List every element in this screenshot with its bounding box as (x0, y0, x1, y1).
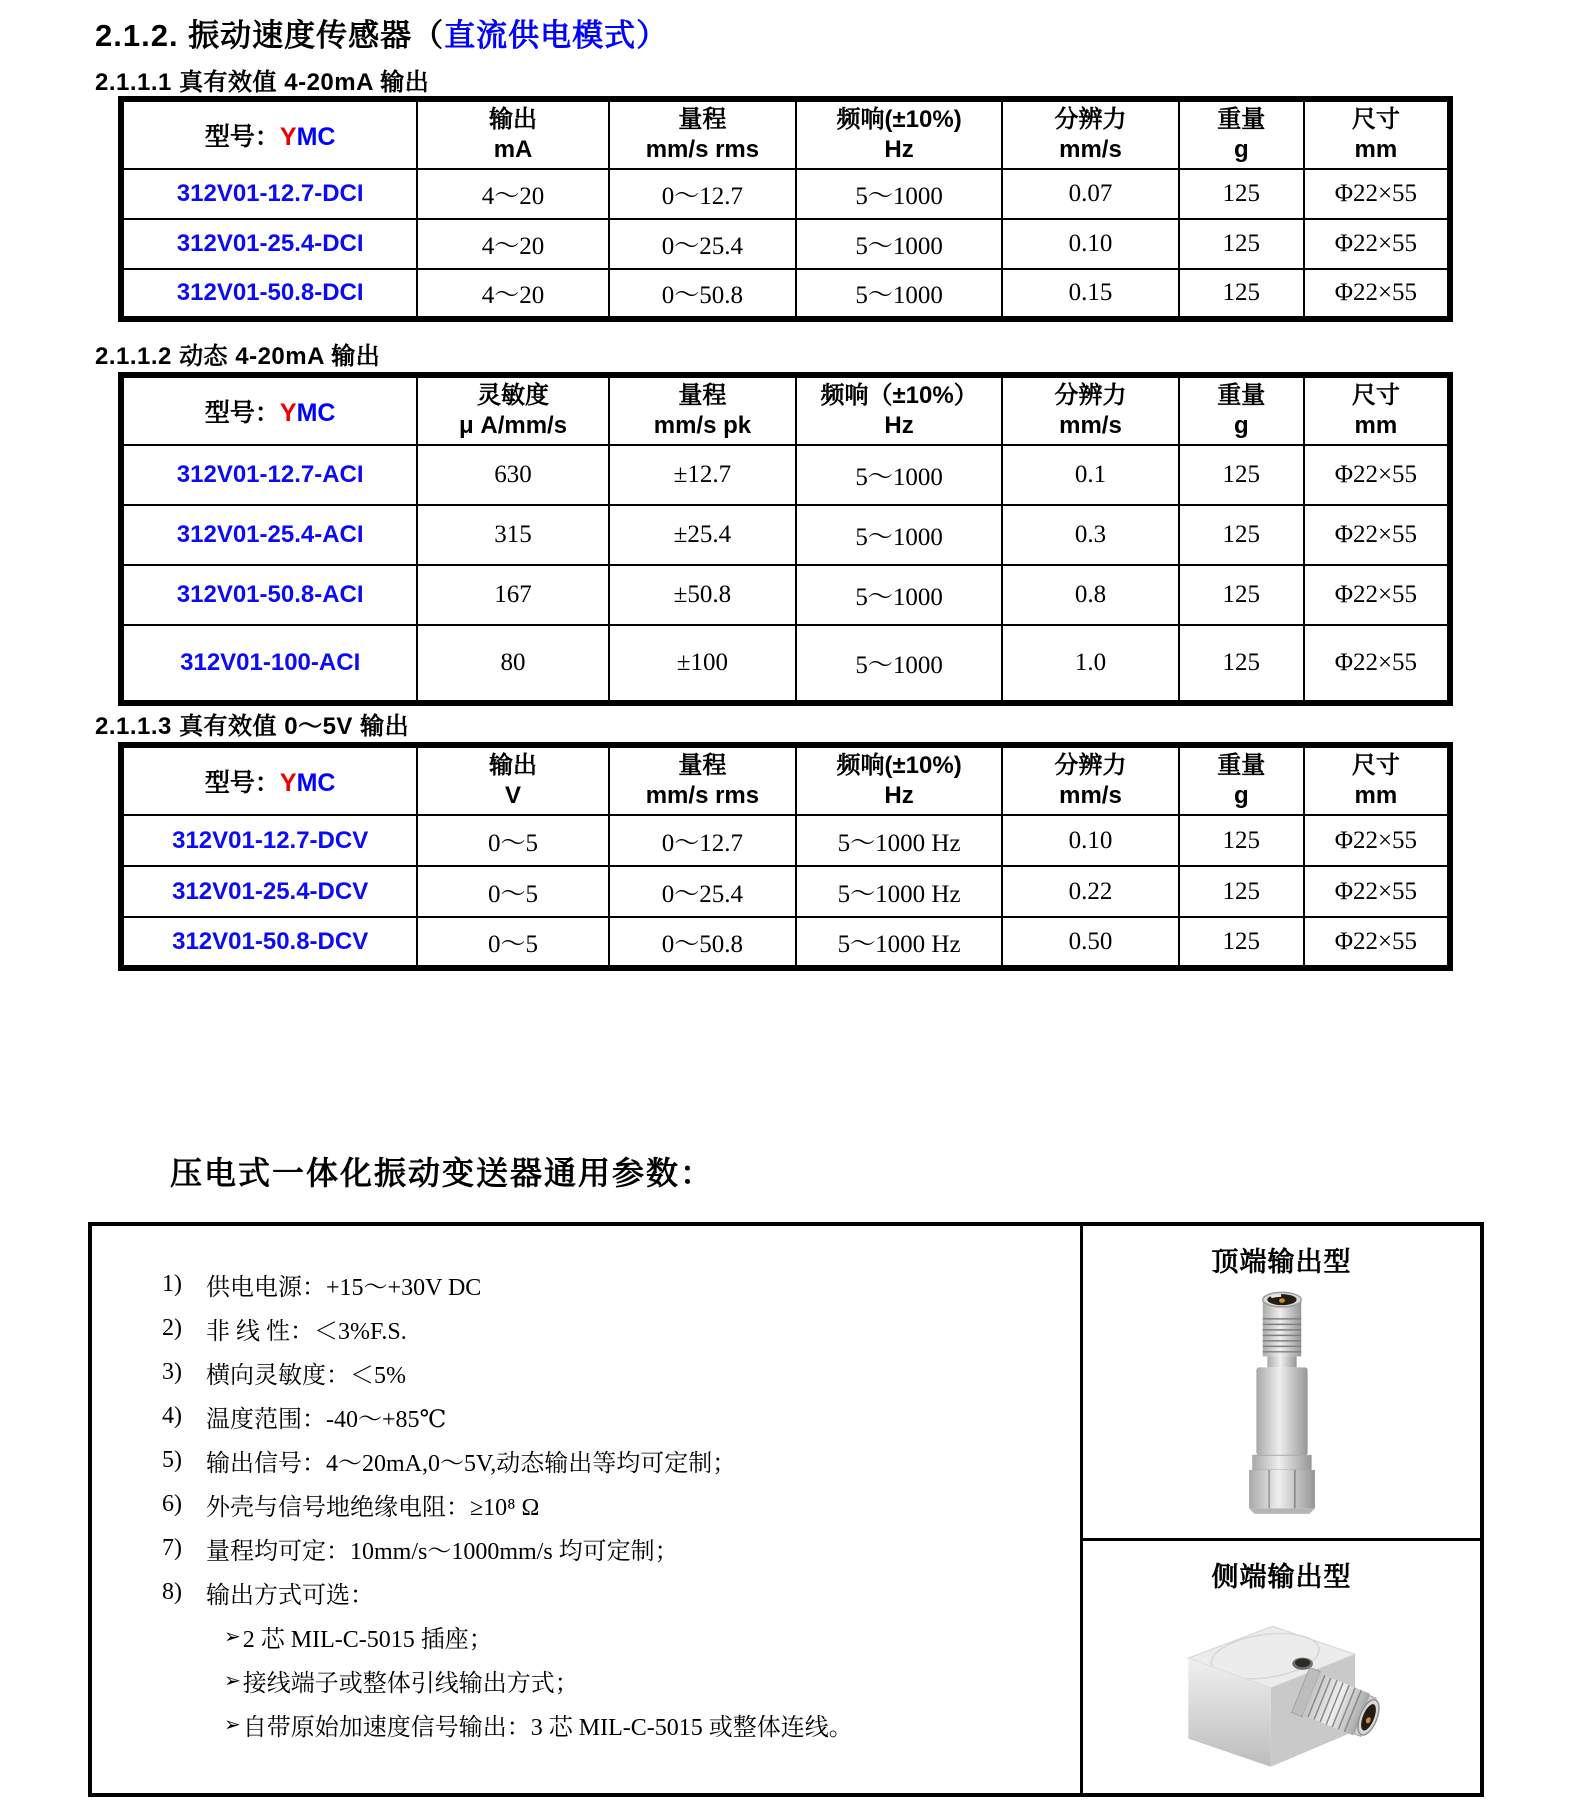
table-row: 312V01-50.8-DCV 0～5 0～50.8 5～1000 Hz 0.50 125 Φ22×55 (121, 917, 1450, 968)
section-title-2: 2.1.1.2 动态 4-20mA 输出 (95, 343, 381, 370)
brand-mc: MC (296, 123, 336, 151)
header-cell: 输出 V (417, 745, 608, 815)
brand-y: Y (279, 769, 297, 797)
table-row: 312V01-50.8-ACI 167 ±50.8 5～1000 0.8 125 Φ22×55 (121, 565, 1450, 625)
header-cell: 量程 mm/s pk (609, 375, 796, 445)
table-header-row (121, 99, 1450, 169)
side-output-cell (1083, 1541, 1480, 1778)
arrow-bullet-icon: ➢ (224, 1713, 241, 1736)
table-header-row (121, 745, 1450, 815)
model-label: 型号： (204, 123, 280, 151)
page-title-black: 2.1.2. 振动速度传感器（ (95, 18, 445, 53)
list-item: 6) 外壳与信号地绝缘电阻：≥10⁸ Ω (162, 1490, 540, 1521)
arrow-bullet-icon: ➢ (224, 1669, 241, 1692)
table-row: 312V01-25.4-ACI 315 ±25.4 5～1000 0.3 125 Φ22×55 (121, 505, 1450, 565)
header-cell: 重量 g (1179, 745, 1304, 815)
model-header-cell (121, 745, 417, 815)
list-item: 8) 输出方式可选： (162, 1578, 374, 1609)
header-cell: 频响(±10%) Hz (796, 745, 1002, 815)
table-header-row (121, 375, 1450, 445)
side-output-sensor-image (1157, 1600, 1407, 1778)
page-title-blue: 直流供电模式） (444, 18, 669, 53)
common-params-title: 压电式一体化振动变送器通用参数： (170, 1155, 715, 1191)
header-cell: 重量 g (1179, 99, 1304, 169)
top-output-cell (1083, 1226, 1480, 1541)
model-header-cell (121, 99, 417, 169)
list-sub-item: ➢ 2 芯 MIL-C-5015 插座； (224, 1625, 493, 1653)
table-row: 312V01-50.8-DCI 4～20 0～50.8 5～1000 0.15 125 Φ22×55 (121, 269, 1450, 319)
header-cell: 分辨力 mm/s (1002, 375, 1179, 445)
side-output-label: 侧端输出型 (1211, 1562, 1352, 1592)
header-cell: 频响（±10%） Hz (796, 375, 1002, 445)
model-header-cell (121, 375, 417, 445)
header-cell: 量程 mm/s rms (609, 745, 796, 815)
top-output-sensor-image (1227, 1285, 1337, 1523)
brand-y: Y (279, 399, 297, 427)
spec-table-aci (118, 372, 1453, 706)
brand-mc: MC (296, 399, 336, 427)
list-item: 4) 温度范围：-40～+85℃ (162, 1402, 447, 1433)
table-row: 312V01-12.7-DCI 4～20 0～12.7 5～1000 0.07 125 Φ22×55 (121, 169, 1450, 219)
table-row: 312V01-100-ACI 80 ±100 5～1000 1.0 125 Φ22×55 (121, 625, 1450, 703)
table-row: 312V01-25.4-DCV 0～5 0～25.4 5～1000 Hz 0.22 125 Φ22×55 (121, 866, 1450, 917)
list-item: 3) 横向灵敏度：＜5% (162, 1358, 406, 1389)
header-cell: 输出 mA (417, 99, 608, 169)
list-sub-item: ➢ 自带原始加速度信号输出：3 芯 MIL-C-5015 或整体连线。 (224, 1713, 853, 1741)
brand-y: Y (279, 123, 297, 151)
header-cell: 重量 g (1179, 375, 1304, 445)
header-cell: 频响(±10%) Hz (796, 99, 1002, 169)
header-cell: 尺寸 mm (1304, 745, 1450, 815)
header-cell: 量程 mm/s rms (609, 99, 796, 169)
table-row: 312V01-12.7-ACI 630 ±12.7 5～1000 0.1 125 Φ22×55 (121, 445, 1450, 505)
header-cell: 灵敏度 μ A/mm/s (417, 375, 608, 445)
section-title-1: 2.1.1.1 真有效值 4-20mA 输出 (95, 69, 430, 96)
model-label: 型号： (204, 769, 280, 797)
spec-table-dci (118, 96, 1453, 322)
header-cell: 尺寸 mm (1304, 375, 1450, 445)
model-label: 型号： (204, 399, 280, 427)
table-row: 312V01-25.4-DCI 4～20 0～25.4 5～1000 0.10 125 Φ22×55 (121, 219, 1450, 269)
params-list (92, 1226, 1080, 1793)
spec-table-dcv (118, 742, 1453, 971)
header-cell: 尺寸 mm (1304, 99, 1450, 169)
list-sub-item: ➢ 接线端子或整体引线输出方式； (224, 1669, 579, 1697)
header-cell: 分辨力 mm/s (1002, 99, 1179, 169)
section-title-3: 2.1.1.3 真有效值 0～5V 输出 (95, 713, 410, 740)
list-item: 2) 非 线 性：＜3%F.S. (162, 1314, 407, 1345)
list-item: 1) 供电电源：+15～+30V DC (162, 1270, 482, 1301)
brand-mc: MC (296, 769, 336, 797)
list-item: 7) 量程均可定：10mm/s～1000mm/s 均可定制； (162, 1534, 679, 1565)
top-output-label: 顶端输出型 (1211, 1247, 1352, 1277)
product-images-panel (1080, 1226, 1480, 1793)
table-row: 312V01-12.7-DCV 0～5 0～12.7 5～1000 Hz 0.10 125 Φ22×55 (121, 815, 1450, 866)
list-item: 5) 输出信号：4～20mA,0～5V,动态输出等均可定制； (162, 1446, 737, 1477)
common-params-box (88, 1222, 1484, 1797)
header-cell: 分辨力 mm/s (1002, 745, 1179, 815)
arrow-bullet-icon: ➢ (224, 1625, 241, 1648)
page-title (95, 10, 668, 55)
